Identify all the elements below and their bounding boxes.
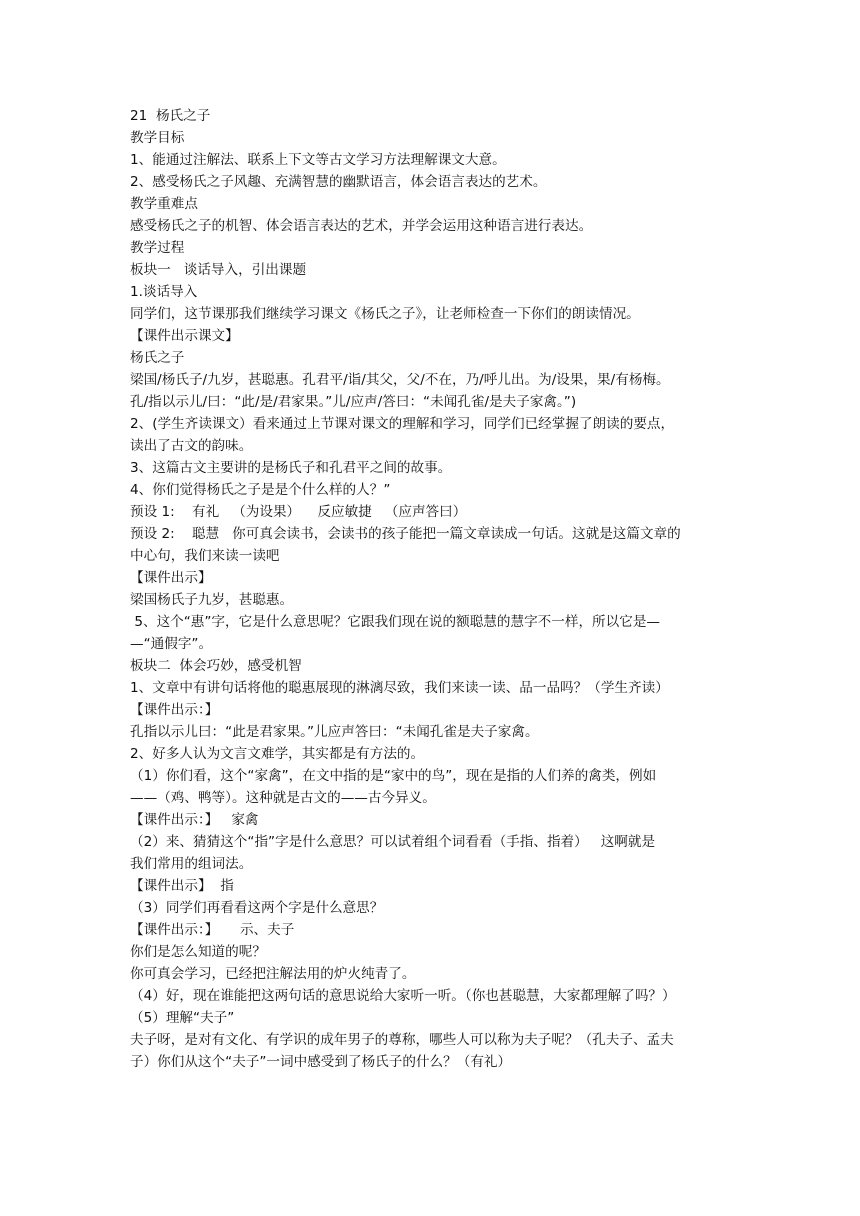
paragraph-line: 1、文章中有讲句话将他的聪惠展现的淋漓尽致，我们来读一读、品一品吗？（学生齐读）: [130, 680, 669, 696]
paragraph-line: 我们常用的组词法。: [130, 856, 253, 872]
paragraph-line: 4、你们觉得杨氏之子是是个什么样的人？”: [130, 482, 391, 498]
slide-label: 【课件出示】: [130, 570, 212, 586]
preset-answer-1: 预设 1: 有礼 （为设果） 反应敏捷 （应声答曰）: [130, 504, 467, 520]
paragraph-line: 读出了古文的韵味。: [130, 438, 253, 454]
lesson-title: 21 杨氏之子: [130, 108, 211, 124]
section-heading-objectives: 教学目标: [130, 130, 185, 146]
paragraph-line: （2）来、猜猜这个“指”字是什么意思？可以试着组个词看看（手指、指着） 这啊就是: [130, 834, 656, 850]
step-heading: 1.谈话导入: [130, 284, 198, 300]
slide-label: 【课件出示】 指: [130, 878, 234, 894]
paragraph-line: 3、这篇古文主要讲的是杨氏子和孔君平之间的故事。: [130, 460, 452, 476]
paragraph-line: 你们是怎么知道的呢？: [130, 944, 266, 960]
paragraph-line: —“通假字”。: [130, 636, 213, 652]
paragraph-line: 中心句，我们来读一读吧: [130, 548, 280, 564]
classical-text-line: 孔/指以示儿/曰：“此/是/君家果。”儿/应声/答曰：“未闻孔雀/是夫子家禽。”): [130, 394, 577, 410]
block-2-heading: 板块二 体会巧妙，感受机智: [130, 658, 302, 674]
paragraph-line: ——（鸡、鸭等）。这种就是古文的——古今异义。: [130, 790, 436, 806]
preset-answer-2: 预设 2: 聪慧 你可真会读书，会读书的孩子能把一篇文章读成一句话。这就是这篇文章的: [130, 526, 681, 542]
slide-content: 孔指以示儿曰：“此是君家果。”儿应声答曰：“未闻孔雀是夫子家禽。: [130, 724, 539, 740]
slide-label: 【课件出示：】 示、夫子: [130, 922, 295, 938]
section-heading-process: 教学过程: [130, 240, 185, 256]
paragraph-line: （5）理解“夫子”: [130, 1010, 235, 1026]
classical-text-line: 梁国/杨氏子/九岁，甚聪惠。孔君平/诣/其父，父/不在，乃/呼儿出。为/设果，果/有杨梅。: [130, 372, 670, 388]
slide-label: 【课件出示：】: [130, 702, 219, 718]
paragraph-line: 同学们，这节课那我们继续学习课文《杨氏之子》，让老师检查一下你们的朗读情况。: [130, 306, 640, 322]
paragraph-line: （3）同学们再看看这两个字是什么意思？: [130, 900, 384, 916]
objective-1: 1、能通过注解法、联系上下文等古文学习方法理解课文大意。: [130, 152, 506, 168]
section-heading-key-points: 教学重难点: [130, 196, 198, 212]
key-points-text: 感受杨氏之子的机智、体会语言表达的艺术，并学会运用这种语言进行表达。: [130, 218, 593, 234]
slide-label: 【课件出示课文】: [130, 328, 239, 344]
paragraph-line: （1）你们看，这个“家禽”，在文中指的是“家中的鸟”，现在是指的人们养的禽类，例如: [130, 768, 657, 784]
lesson-plan-text: [130, 105, 736, 1073]
paragraph-line: 子）你们从这个“夫子”一词中感受到了杨氏子的什么？（有礼）: [130, 1054, 512, 1070]
slide-content: 梁国杨氏子九岁，甚聪惠。: [130, 592, 294, 608]
paragraph-line: 你可真会学习，已经把注解法用的炉火纯青了。: [130, 966, 416, 982]
paragraph-line: 2、好多人认为文言文难学，其实都是有方法的。: [130, 746, 425, 762]
slide-label: 【课件出示：】 家禽: [130, 812, 259, 828]
paragraph-line: 夫子呀，是对有文化、有学识的成年男子的尊称，哪些人可以称为夫子呢？（孔夫子、孟夫: [130, 1032, 674, 1048]
block-1-heading: 板块一 谈话导入，引出课题: [130, 262, 307, 278]
paragraph-line: 5、这个“惠”字，它是什么意思呢？它跟我们现在说的额聪慧的慧字不一样，所以它是—: [130, 614, 661, 630]
paragraph-line: （4）好，现在谁能把这两句话的意思说给大家听一听。（你也甚聪慧，大家都理解了吗？）: [130, 988, 676, 1004]
paragraph-line: 2、(学生齐读课文）看来通过上节课对课文的理解和学习，同学们已经掌握了朗读的要点，: [130, 416, 675, 432]
objective-2: 2、感受杨氏之子风趣、充满智慧的幽默语言，体会语言表达的艺术。: [130, 174, 547, 190]
text-title: 杨氏之子: [130, 350, 185, 366]
